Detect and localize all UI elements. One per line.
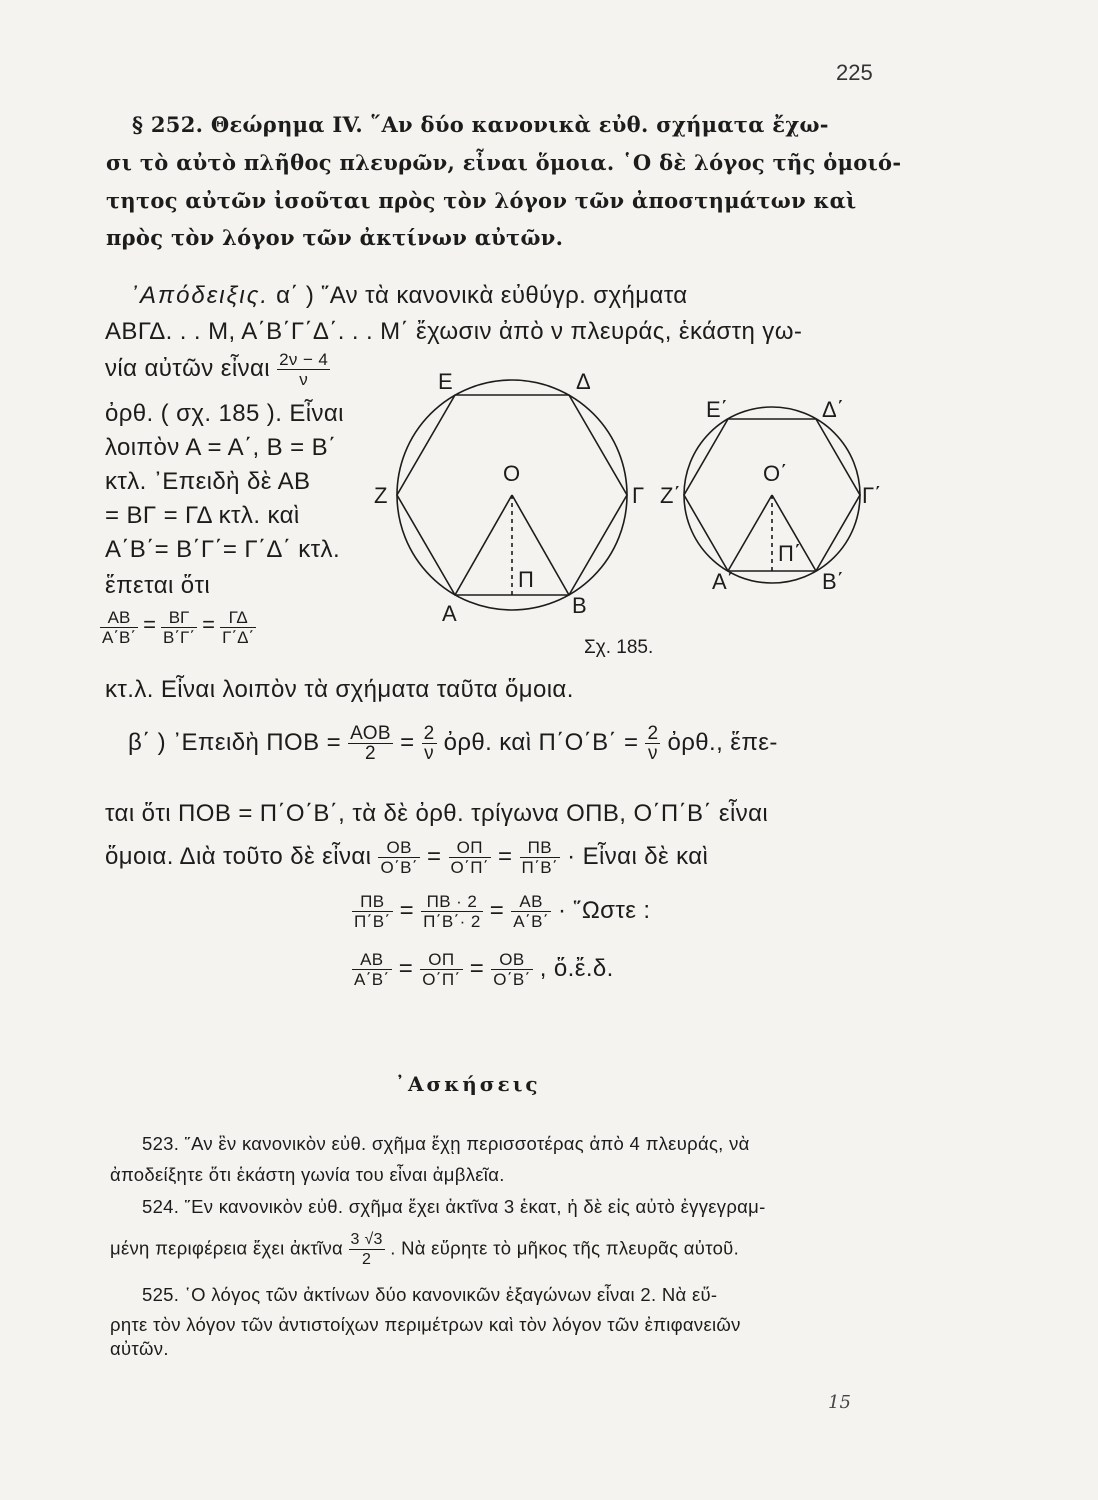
fraction-denominator: ν xyxy=(424,743,435,764)
ratio-num: ΓΔ xyxy=(220,608,256,628)
equals-sign: = xyxy=(143,612,156,637)
ratio-den: Β΄Γ΄ xyxy=(163,628,196,647)
fraction-numerator: 2 xyxy=(423,723,435,744)
theorem-line-1: § 252. Θεώρημα IV. ῞Αν δύο κανονικὰ εὐθ. σχήματα ἔχω- xyxy=(132,112,829,137)
label-B: Β xyxy=(572,593,587,618)
proof-line-4: ὀρθ. ( σχ. 185 ). Εἶναι xyxy=(105,400,344,427)
label-G-prime: Γ΄ xyxy=(862,483,882,508)
label-D-prime: Δ΄ xyxy=(822,397,845,422)
proof-beta-line xyxy=(128,724,778,763)
fraction-denominator: Π΄Β΄ xyxy=(354,912,391,931)
label-P: Π xyxy=(518,567,534,592)
small-radius-OA xyxy=(728,495,772,571)
equals-sign: = xyxy=(399,896,415,924)
fraction-numerator: 2ν − 4 xyxy=(279,350,329,369)
ratio-den: Γ΄Δ΄ xyxy=(222,628,255,647)
fraction-angle xyxy=(277,350,330,389)
page-number: 225 xyxy=(836,60,873,85)
figure-185 xyxy=(370,355,890,675)
equals-sign: = xyxy=(400,728,415,756)
proof-line-7: = ΒΓ = ΓΔ κτλ. καὶ xyxy=(105,502,300,529)
proof-line-2: ΑΒΓΔ. . . Μ, Α΄Β΄Γ΄Δ΄. . . Μ΄ ἔχωσιν ἀπὸ ν πλευράς, ἑκάστη γω- xyxy=(105,318,803,345)
proof-line-5: λοιπὸν Α = Α΄, Β = Β΄ xyxy=(105,434,337,461)
fraction-denominator: Α΄Β΄ xyxy=(513,912,549,931)
big-radius-OA xyxy=(455,495,512,595)
ratio-equation xyxy=(100,608,256,647)
fraction-denominator: Α΄Β΄ xyxy=(354,970,390,989)
fraction-numerator: ΟΒ xyxy=(378,838,419,858)
label-D: Δ xyxy=(576,369,591,394)
fraction-denominator: Ο΄Π΄ xyxy=(422,970,461,989)
theorem-line-3: τητος αὐτῶν ἰσοῦται πρὸς τὸν λόγον τῶν ἀποστημάτων καὶ xyxy=(106,188,857,213)
label-A: Α xyxy=(442,601,457,626)
equals-sign: = xyxy=(469,954,485,982)
equals-sign: = xyxy=(498,842,513,870)
label-Z: Ζ xyxy=(374,483,388,508)
exercise-523-line-2: ἀποδείξητε ὅτι ἑκάστη γωνία του εἶναι ἀμβλεῖα. xyxy=(110,1164,505,1185)
proof-line-8: Α΄Β΄= Β΄Γ΄= Γ΄Δ΄ κτλ. xyxy=(105,536,341,563)
proof-line-14 xyxy=(352,892,651,931)
fraction-numerator: 3 √3 xyxy=(350,1231,383,1248)
proof-line-9: ἕπεται ὅτι xyxy=(105,572,211,599)
proof-heading: ᾿Απόδειξις. xyxy=(130,282,270,309)
theorem-line-2: σι τὸ αὐτὸ πλῆθος πλευρῶν, εἶναι ὅμοια. ῾Ο δὲ λόγος τῆς ὁμοιό- xyxy=(106,150,902,175)
fraction-denominator: Ο΄Π΄ xyxy=(450,858,489,877)
beta-text-1: β΄ ) ᾿Επειδὴ ΠΟΒ = xyxy=(128,728,341,756)
fraction-numerator: ΠΒ · 2 xyxy=(421,892,483,912)
line-13-end: · Εἶναι δὲ καὶ xyxy=(567,842,709,870)
fraction-denominator: ν xyxy=(299,370,309,389)
signature-mark: 15 xyxy=(828,1392,851,1413)
fraction-denominator: 2 xyxy=(365,743,377,764)
beta-text-2: ὀρθ. καὶ Π΄Ο΄Β΄ = xyxy=(443,728,639,756)
fraction-numerator: ΟΠ xyxy=(420,950,462,970)
equals-sign: = xyxy=(202,612,216,637)
exercise-524-line-1: 524. ῞Εν κανονικὸν εὐθ. σχῆμα ἔχει ἀκτῖνα 3 ἑκατ, ἡ δὲ εἰς αὐτὸ ἐγγεγραμ- xyxy=(142,1196,766,1217)
fraction-numerator: ΑΒ xyxy=(352,950,392,970)
fraction-numerator: ΟΠ xyxy=(449,838,491,858)
proof-line-3: νία αὐτῶν εἶναι xyxy=(105,354,270,382)
fraction-numerator: 2 xyxy=(647,723,659,744)
proof-line-15 xyxy=(352,950,614,989)
proof-line-12: ται ὅτι ΠΟΒ = Π΄Ο΄Β΄, τὰ δὲ ὀρθ. τρίγωνα ΟΠΒ, Ο΄Π΄Β΄ εἶναι xyxy=(105,800,769,827)
label-B-prime: Β΄ xyxy=(822,569,844,594)
exercise-525-line-1: 525. ῾Ο λόγος τῶν ἀκτίνων δύο κανονικῶν ἑξαγώνων εἶναι 2. Νὰ εὕ- xyxy=(142,1284,718,1305)
fraction-numerator: ΠΒ xyxy=(352,892,393,912)
exercise-524-line-2 xyxy=(110,1230,739,1269)
label-E-prime: Ε΄ xyxy=(706,397,728,422)
exercises-heading: ᾿Ασκήσεις xyxy=(395,1072,541,1096)
fraction-denominator: Ο΄Β΄ xyxy=(380,858,418,877)
line-13-text: ὅμοια. Διὰ τοῦτο δὲ εἶναι xyxy=(105,842,372,870)
label-G: Γ xyxy=(632,483,645,508)
ratio-den: Α΄Β΄ xyxy=(102,628,136,647)
fraction-denominator: Π΄Β΄ xyxy=(521,858,559,877)
beta-text-3: ὀρθ., ἕπε- xyxy=(667,728,778,756)
proof-line-13 xyxy=(105,838,708,877)
exercise-525-line-3: αὐτῶν. xyxy=(110,1338,169,1359)
label-P-prime: Π΄ xyxy=(778,541,802,566)
label-O: Ο xyxy=(503,461,521,486)
label-Z-prime: Ζ΄ xyxy=(660,483,681,508)
exercise-524-text: μένη περιφέρεια ἔχει ἀκτῖνα xyxy=(110,1237,344,1259)
label-O-prime: Ο΄ xyxy=(763,461,788,486)
fraction-numerator: ΑΒ xyxy=(511,892,551,912)
equals-sign: = xyxy=(398,954,414,982)
line-14-end: · ῞Ωστε : xyxy=(557,896,651,924)
fraction-denominator: Π΄Β΄· 2 xyxy=(423,912,481,931)
exercise-524-text-end: . Νὰ εὕρητε τὸ μῆκος τῆς πλευρᾶς αὐτοῦ. xyxy=(390,1237,740,1259)
theorem-line-4: πρὸς τὸν λόγον τῶν ἀκτίνων αὐτῶν. xyxy=(106,225,564,250)
line-15-end: , ὅ.ἔ.δ. xyxy=(539,954,614,982)
proof-line-10: κτ.λ. Εἶναι λοιπὸν τὰ σχήματα ταῦτα ὅμοια. xyxy=(105,676,574,703)
proof-line-1: α΄ ) ῞Αν τὰ κανονικὰ εὐθύγρ. σχήματα xyxy=(276,282,688,309)
equals-sign: = xyxy=(427,842,442,870)
label-A-prime: Α΄ xyxy=(712,569,734,594)
ratio-num: ΑΒ xyxy=(100,608,138,628)
fraction-denominator: 2 xyxy=(362,1251,372,1268)
figure-caption: Σχ. 185. xyxy=(584,637,654,658)
fraction-denominator: ν xyxy=(647,743,658,764)
fraction-numerator: ΑΟΒ xyxy=(350,723,391,744)
label-E: Ε xyxy=(438,369,453,394)
fraction-denominator: Ο΄Β΄ xyxy=(493,970,531,989)
equals-sign: = xyxy=(489,896,505,924)
fraction-numerator: ΟΒ xyxy=(491,950,532,970)
proof-line-6: κτλ. ᾿Επειδὴ δὲ ΑΒ xyxy=(105,468,311,495)
exercise-525-line-2: ρητε τὸν λόγον τῶν ἀντιστοίχων περιμέτρων καὶ τὸν λόγον τῶν ἐπιφανειῶν xyxy=(110,1314,741,1335)
exercise-523-line-1: 523. ῞Αν ἓν κανονικὸν εὐθ. σχῆμα ἔχῃ περισσοτέρας ἀπὸ 4 πλευράς, νὰ xyxy=(142,1133,750,1154)
ratio-num: ΒΓ xyxy=(161,608,197,628)
fraction-numerator: ΠΒ xyxy=(520,838,561,858)
